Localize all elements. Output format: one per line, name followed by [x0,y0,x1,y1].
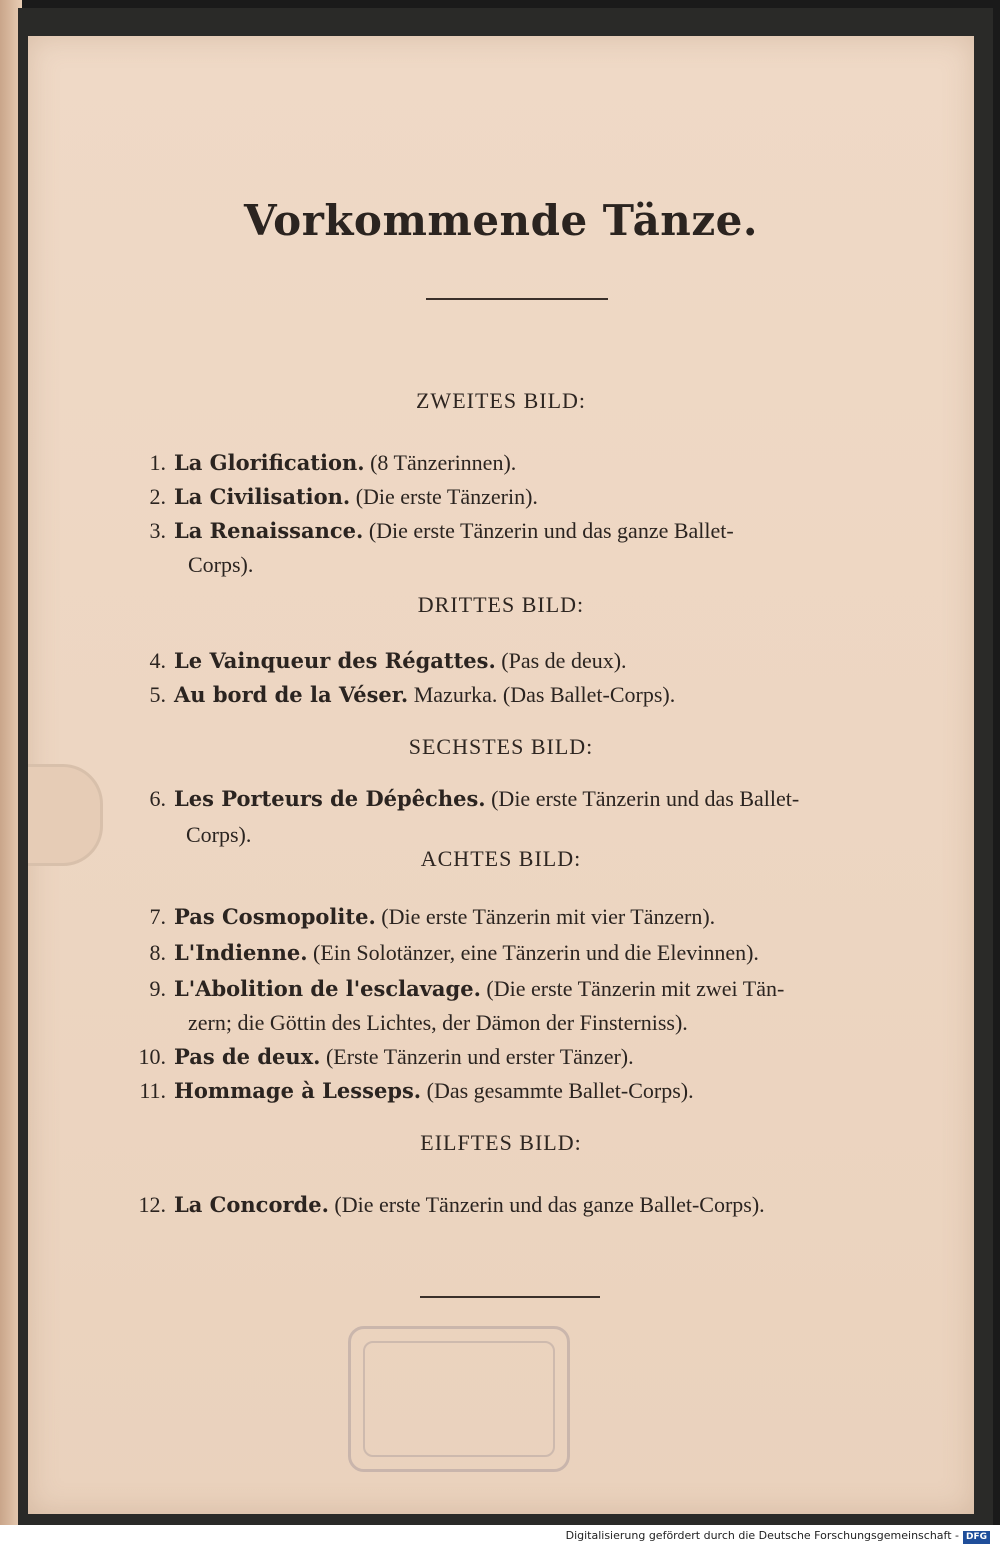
dance-description: (8 Tänzerinnen). [370,450,517,475]
list-item [130,974,930,1004]
dance-description: (Die erste Tänzerin und das ganze Ballet-Corps). [334,1192,765,1217]
entry-number: 10. [138,1044,166,1069]
entry-number: 11. [139,1078,166,1103]
list-item [130,784,930,814]
dance-description: (Die erste Tänzerin mit zwei Tän- [486,976,785,1001]
closing-rule [420,1296,600,1298]
dance-description: (Die erste Tänzerin mit vier Tänzern). [381,904,716,929]
entry-number: 5. [149,682,166,707]
entry-number: 4. [149,648,166,673]
dance-name: Pas Cosmopolite. [174,904,376,929]
section-heading: ACHTES BILD: [420,846,582,871]
dance-description: (Das gesammte Ballet-Corps). [426,1078,694,1103]
entry-number: 9. [149,976,166,1001]
dance-name: Hommage à Lesseps. [174,1078,422,1103]
library-stamp-border [363,1341,555,1457]
list-item [130,680,930,710]
entry-number: 3. [149,518,166,543]
entry-number: 6. [149,786,166,811]
dance-name: Pas de deux. [174,1044,321,1069]
dance-name: Les Porteurs de Dépêches. [174,786,486,811]
entry-number: 7. [149,904,166,929]
footer-text: Digitalisierung gefördert durch die Deutsche Forschungsgemeinschaft - [565,1529,959,1542]
list-item [130,902,930,932]
section-heading: ZWEITES BILD: [415,388,587,413]
dance-description: (Ein Solotänzer, eine Tänzerin und die Elevinnen). [313,940,759,965]
dance-description: (Die erste Tänzerin). [355,484,538,509]
entry-number: 1. [149,450,166,475]
list-item [130,938,930,968]
library-stamp [348,1326,570,1472]
dance-description: Mazurka. (Das Ballet-Corps). [413,682,676,707]
dance-description: (Die erste Tänzerin und das ganze Ballet- [368,518,734,543]
entry-number: 8. [149,940,166,965]
entry-number: 12. [138,1192,166,1217]
section-heading: DRITTES BILD: [417,592,585,617]
dance-name: Au bord de la Véser. [174,682,409,707]
dfg-logo: DFG [963,1531,990,1544]
list-item [130,1042,930,1072]
list-item [130,516,930,546]
digitization-footer [0,1525,1000,1547]
dance-name: Le Vainqueur des Régattes. [174,648,496,673]
entry-continuation: zern; die Göttin des Lichtes, der Dämon der Finsterniss). [188,1010,688,1035]
page-title: Vorkommende Tänze. [243,196,759,245]
dance-description: (Pas de deux). [501,648,627,673]
dance-name: L'Indienne. [174,940,308,965]
document-page [28,36,974,1514]
entry-continuation: Corps). [188,552,254,577]
list-item [130,1190,930,1220]
entry-number: 2. [149,484,166,509]
dance-name: La Civilisation. [174,484,351,509]
dance-name: La Concorde. [174,1192,329,1217]
dance-name: La Renaissance. [174,518,364,543]
dance-description: (Die erste Tänzerin und das Ballet- [491,786,800,811]
dance-description: (Erste Tänzerin und erster Tänzer). [325,1044,634,1069]
entry-continuation: Corps). [186,822,252,847]
section-heading: EILFTES BILD: [420,1130,582,1155]
title-rule [426,298,608,300]
list-item [130,1076,930,1106]
list-item [130,448,930,478]
section-heading: SECHSTES BILD: [408,734,594,759]
list-item [130,646,930,676]
dance-name: La Glorification. [174,450,365,475]
dance-name: L'Abolition de l'esclavage. [174,976,481,1001]
list-item [130,482,930,512]
